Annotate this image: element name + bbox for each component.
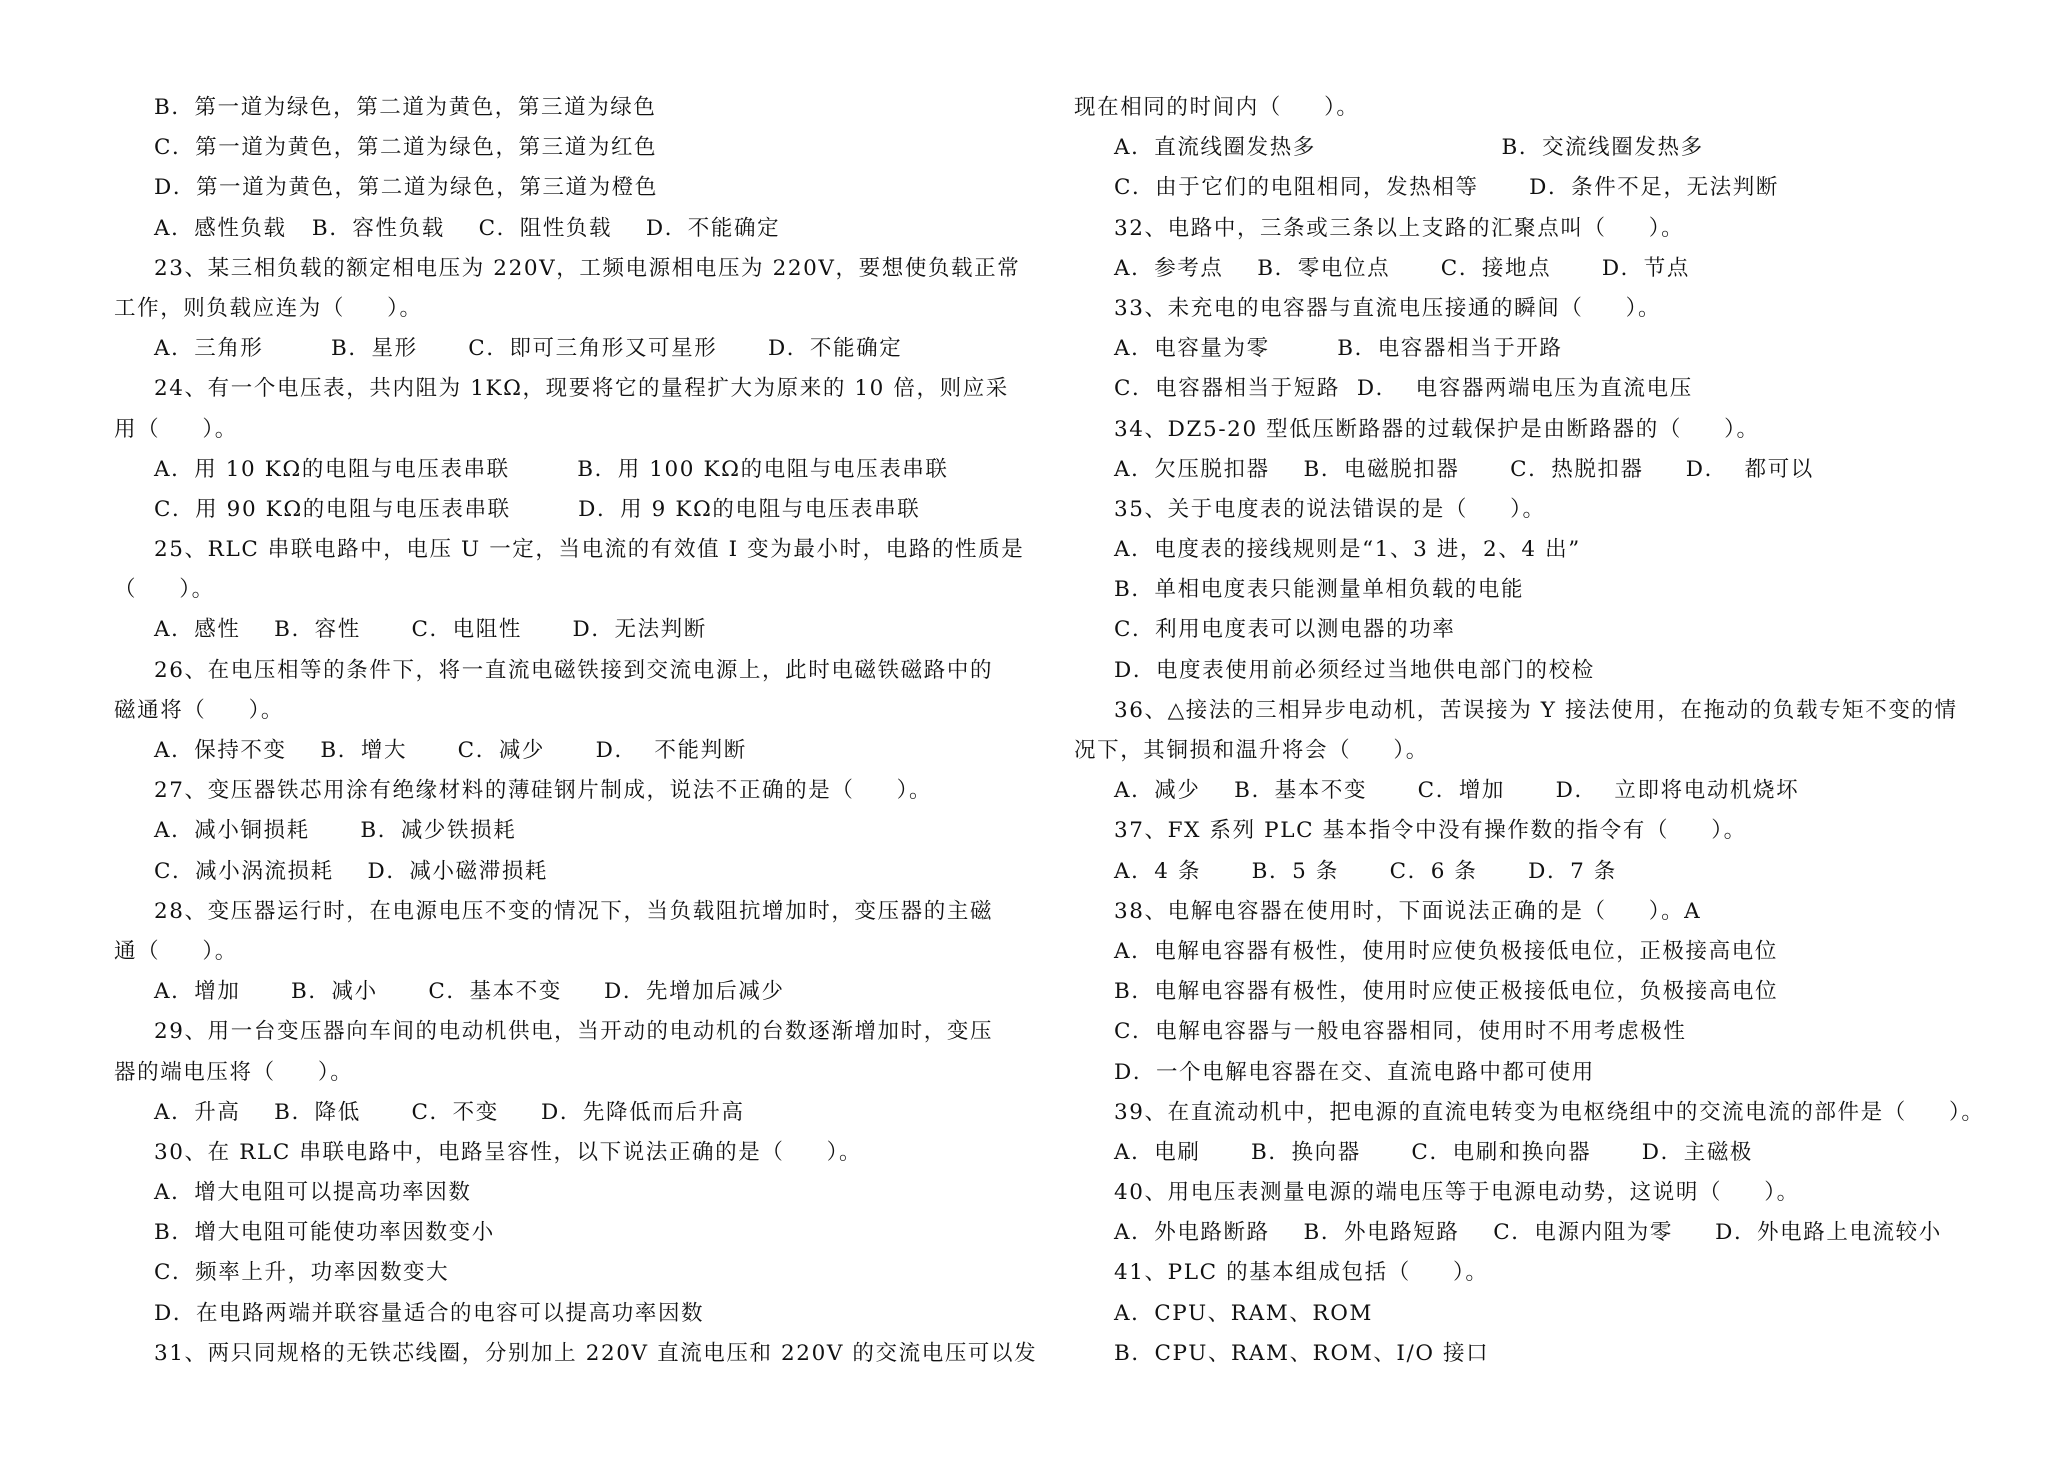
right-column-line: 33、未充电的电容器与直流电压接通的瞬间（ ）。 (1114, 295, 1662, 321)
left-column-line: A．感性 B．容性 C．电阻性 D．无法判断 (154, 617, 707, 643)
right-column-line: C．电解电容器与一般电容器相同，使用时不用考虑极性 (1114, 1019, 1687, 1045)
right-column-line: A．电解电容器有极性，使用时应使负极接低电位，正极接高电位 (1114, 938, 1778, 964)
right-column-line: 40、用电压表测量电源的端电压等于电源电动势，这说明（ ）。 (1114, 1180, 1800, 1206)
left-column-line: A．感性负载 B．容性负载 C．阻性负载 D．不能确定 (154, 215, 781, 241)
left-column-line: 28、变压器运行时，在电源电压不变的情况下，当负载阻抗增加时，变压器的主磁 (154, 898, 994, 924)
right-column-line: D．电度表使用前必须经过当地供电部门的校检 (1114, 657, 1595, 683)
left-column-line: （ ）。 (114, 577, 215, 603)
right-column-line: A．直流线圈发热多 B．交流线圈发热多 (1114, 135, 1704, 161)
left-column-line: 31、两只同规格的无铁芯线圈，分别加上 220V 直流电压和 220V 的交流电压可以发 (154, 1340, 1038, 1366)
right-column-line: 41、PLC 的基本组成包括（ ）。 (1114, 1260, 1489, 1286)
left-column-line: A．减小铜损耗 B．减少铁损耗 (154, 818, 517, 844)
left-column-line: C．减小涡流损耗 D．减小磁滞损耗 (154, 858, 549, 884)
left-column-line: B．第一道为绿色，第二道为黄色，第三道为绿色 (154, 95, 657, 120)
right-column-line: C．由于它们的电阻相同，发热相等 D．条件不足，无法判断 (1114, 175, 1779, 201)
left-column-line: A．增加 B．减小 C．基本不变 D．先增加后减少 (154, 979, 785, 1005)
left-column (114, 88, 1038, 1374)
right-column-line: 38、电解电容器在使用时，下面说法正确的是（ ）。A (1114, 898, 1702, 924)
left-column-line: 24、有一个电压表，共内阻为 1KΩ，现要将它的量程扩大为原来的 10 倍，则应采 (154, 376, 1009, 402)
left-column-line: 器的端电压将（ ）。 (114, 1059, 354, 1085)
left-column-line: 30、在 RLC 串联电路中，电路呈容性，以下说法正确的是（ ）。 (154, 1139, 863, 1165)
right-column-line: 现在相同的时间内（ ）。 (1074, 95, 1360, 120)
right-column-line: 37、FX 系列 PLC 基本指令中没有操作数的指令有（ ）。 (1114, 818, 1747, 844)
right-column-line: C．利用电度表可以测电器的功率 (1114, 617, 1456, 643)
right-column-line: A．减少 B．基本不变 C．增加 D． 立即将电动机烧坏 (1114, 778, 1800, 804)
left-column-line: C．频率上升，功率因数变大 (154, 1260, 450, 1286)
left-column-line: 27、变压器铁芯用涂有绝缘材料的薄硅钢片制成，说法不正确的是（ ）。 (154, 778, 933, 804)
left-column-line: C．用 90 KΩ的电阻与电压表串联 D．用 9 KΩ的电阻与电压表串联 (154, 496, 921, 522)
left-column-line: 磁通将（ ）。 (114, 697, 285, 723)
right-column-line: A．4 条 B．5 条 C．6 条 D．7 条 (1114, 858, 1617, 884)
left-column-line: 25、RLC 串联电路中，电压 U 一定，当电流的有效值 I 变为最小时，电路的性质是 (154, 537, 1025, 563)
left-column-line: D．第一道为黄色，第二道为绿色，第三道为橙色 (154, 175, 658, 201)
left-column-line: D．在电路两端并联容量适合的电容可以提高功率因数 (154, 1300, 705, 1326)
left-column-line: A．用 10 KΩ的电阻与电压表串联 B．用 100 KΩ的电阻与电压表串联 (154, 456, 949, 482)
left-column-line: 23、某三相负载的额定相电压为 220V，工频电源相电压为 220V，要想使负载正常 (154, 255, 1021, 281)
left-column-line: 26、在电压相等的条件下，将一直流电磁铁接到交流电源上，此时电磁铁磁路中的 (154, 657, 994, 683)
right-column-line: D．一个电解电容器在交、直流电路中都可使用 (1114, 1059, 1595, 1085)
right-column-line: 34、DZ5-20 型低压断路器的过载保护是由断路器的（ ）。 (1114, 416, 1760, 442)
right-column-line: A．外电路断路 B．外电路短路 C．电源内阻为零 D．外电路上电流较小 (1114, 1220, 1942, 1246)
right-column-line: B．电解电容器有极性，使用时应使正极接低电位，负极接高电位 (1114, 979, 1779, 1005)
left-column-line: A．增大电阻可以提高功率因数 (154, 1180, 472, 1206)
right-column-line: A．欠压脱扣器 B．电磁脱扣器 C．热脱扣器 D． 都可以 (1114, 456, 1814, 482)
right-column-line: B．CPU、RAM、ROM、I/O 接口 (1114, 1340, 1490, 1366)
left-column-line: B．增大电阻可能使功率因数变小 (154, 1220, 495, 1246)
left-column-line: 工作，则负载应连为（ ）。 (114, 295, 423, 321)
left-column-line: 用（ ）。 (114, 416, 238, 442)
right-column-line: C．电容器相当于短路 D． 电容器两端电压为直流电压 (1114, 376, 1693, 402)
right-column-line: A．参考点 B．零电位点 C．接地点 D．节点 (1114, 255, 1690, 281)
left-column-line: A．升高 B．降低 C．不变 D．先降低而后升高 (154, 1099, 745, 1125)
right-column (1074, 88, 1994, 1374)
left-column-line: A．保持不变 B．增大 C．减少 D． 不能判断 (154, 738, 747, 763)
right-column-line: A．电度表的接线规则是“1、3 进，2、4 出” (1114, 537, 1581, 563)
right-column-line: 36、△接法的三相异步电动机，苦误接为 Y 接法使用，在拖动的负载专矩不变的情 (1114, 697, 1958, 723)
right-column-line: B．单相电度表只能测量单相负载的电能 (1114, 577, 1525, 603)
left-column-line: C．第一道为黄色，第二道为绿色，第三道为红色 (154, 135, 658, 161)
right-column-line: A．CPU、RAM、ROM (1114, 1300, 1374, 1326)
left-column-line: 通（ ）。 (114, 938, 238, 964)
right-column-line: A．电容量为零 B．电容器相当于开路 (1114, 336, 1563, 362)
right-column-line: 39、在直流动机中，把电源的直流电转变为电枢绕组中的交流电流的部件是（ ）。 (1114, 1099, 1985, 1125)
right-column-line: A．电刷 B．换向器 C．电刷和换向器 D．主磁极 (1114, 1139, 1754, 1165)
left-column-line: A．三角形 B．星形 C．即可三角形又可星形 D．不能确定 (154, 336, 903, 362)
right-column-line: 35、关于电度表的说法错误的是（ ）。 (1114, 496, 1546, 522)
right-column-line: 32、电路中，三条或三条以上支路的汇聚点叫（ ）。 (1114, 215, 1685, 241)
right-column-line: 况下，其铜损和温升将会（ ）。 (1074, 738, 1429, 763)
left-column-line: 29、用一台变压器向车间的电动机供电，当开动的电动机的台数逐渐增加时，变压 (154, 1019, 994, 1045)
